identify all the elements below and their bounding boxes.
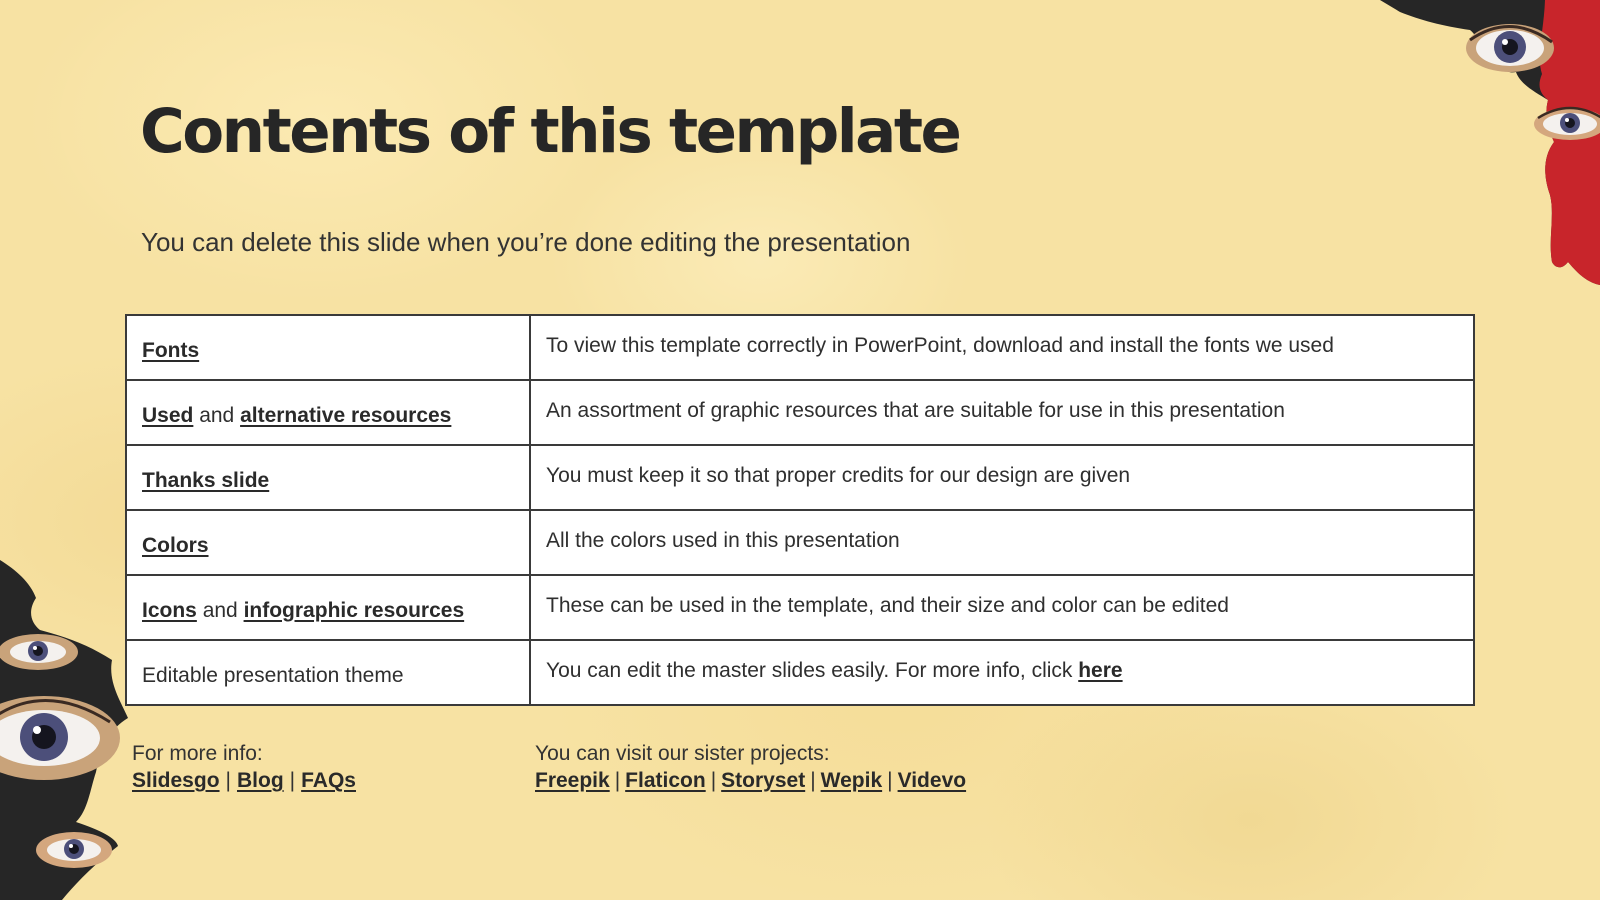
- table-cell-right: [530, 380, 1474, 445]
- link-separator: |: [289, 769, 296, 792]
- table-text: You can edit the master slides easily. For more info, click: [546, 658, 1079, 682]
- footer-more-info-label: For more info:: [132, 742, 263, 765]
- link-blog[interactable]: Blog: [237, 769, 284, 792]
- footer-more-info: [132, 740, 356, 794]
- table-text: These can be used in the template, and their size and color can be edited: [546, 593, 1229, 617]
- table-row: [126, 380, 1474, 445]
- decor-bottom-left: [0, 560, 130, 900]
- link-separator: |: [710, 769, 717, 792]
- eye-icon: [36, 832, 112, 868]
- link-wepik[interactable]: Wepik: [820, 769, 883, 792]
- table-row: [126, 315, 1474, 380]
- table-row: [126, 640, 1474, 705]
- table-text: You must keep it so that proper credits for our design are given: [546, 463, 1131, 487]
- table-cell-left: [126, 445, 530, 510]
- table-link[interactable]: Colors: [142, 533, 209, 557]
- link-flaticon[interactable]: Flaticon: [625, 769, 706, 792]
- table-text: An assortment of graphic resources that are suitable for use in this presentation: [546, 398, 1285, 422]
- decor-top-right: [1330, 0, 1600, 290]
- table-text: To view this template correctly in PowerPoint, download and install the fonts we used: [546, 333, 1334, 357]
- footer-sister-projects: [535, 740, 966, 794]
- table-link[interactable]: Icons: [142, 598, 197, 622]
- table-cell-right: [530, 315, 1474, 380]
- eye-icon: [1534, 108, 1600, 140]
- eye-icon: [0, 634, 78, 670]
- page-subtitle: You can delete this slide when you’re done editing the presentation: [141, 227, 911, 257]
- link-separator: |: [614, 769, 621, 792]
- table-cell-left: [126, 380, 530, 445]
- table-cell-right: [530, 510, 1474, 575]
- footer-sister-label: You can visit our sister projects:: [535, 742, 830, 765]
- link-slidesgo[interactable]: Slidesgo: [132, 769, 220, 792]
- table-link[interactable]: alternative resources: [240, 403, 452, 427]
- table-text: All the colors used in this presentation: [546, 528, 900, 552]
- table-cell-left: [126, 575, 530, 640]
- link-faqs[interactable]: FAQs: [301, 769, 356, 792]
- footer-more-info-links: [132, 767, 356, 794]
- link-freepik[interactable]: Freepik: [535, 769, 610, 792]
- link-separator: |: [225, 769, 231, 792]
- table-row: [126, 575, 1474, 640]
- table-link[interactable]: here: [1078, 658, 1123, 682]
- table-cell-right: [530, 640, 1474, 705]
- table-row: [126, 445, 1474, 510]
- link-separator: |: [810, 769, 816, 792]
- table-row: [126, 510, 1474, 575]
- table-link[interactable]: infographic resources: [243, 598, 465, 622]
- link-storyset[interactable]: Storyset: [721, 769, 806, 792]
- table-text: Editable presentation theme: [142, 663, 404, 687]
- table-text: and: [196, 598, 244, 622]
- table-cell-left: [126, 510, 530, 575]
- link-videvo[interactable]: Videvo: [897, 769, 967, 792]
- eye-icon: [1466, 24, 1554, 72]
- table-link[interactable]: Used: [142, 403, 194, 427]
- table-cell-right: [530, 445, 1474, 510]
- table-cell-left: [126, 640, 530, 705]
- link-separator: |: [887, 769, 893, 792]
- contents-table: [125, 314, 1475, 706]
- table-link[interactable]: Fonts: [142, 338, 200, 362]
- footer-sister-links: [535, 767, 966, 794]
- table-text: and: [193, 403, 241, 427]
- table-cell-left: [126, 315, 530, 380]
- table-link[interactable]: Thanks slide: [142, 468, 270, 492]
- page-title: Contents of this template: [140, 96, 960, 167]
- table-cell-right: [530, 575, 1474, 640]
